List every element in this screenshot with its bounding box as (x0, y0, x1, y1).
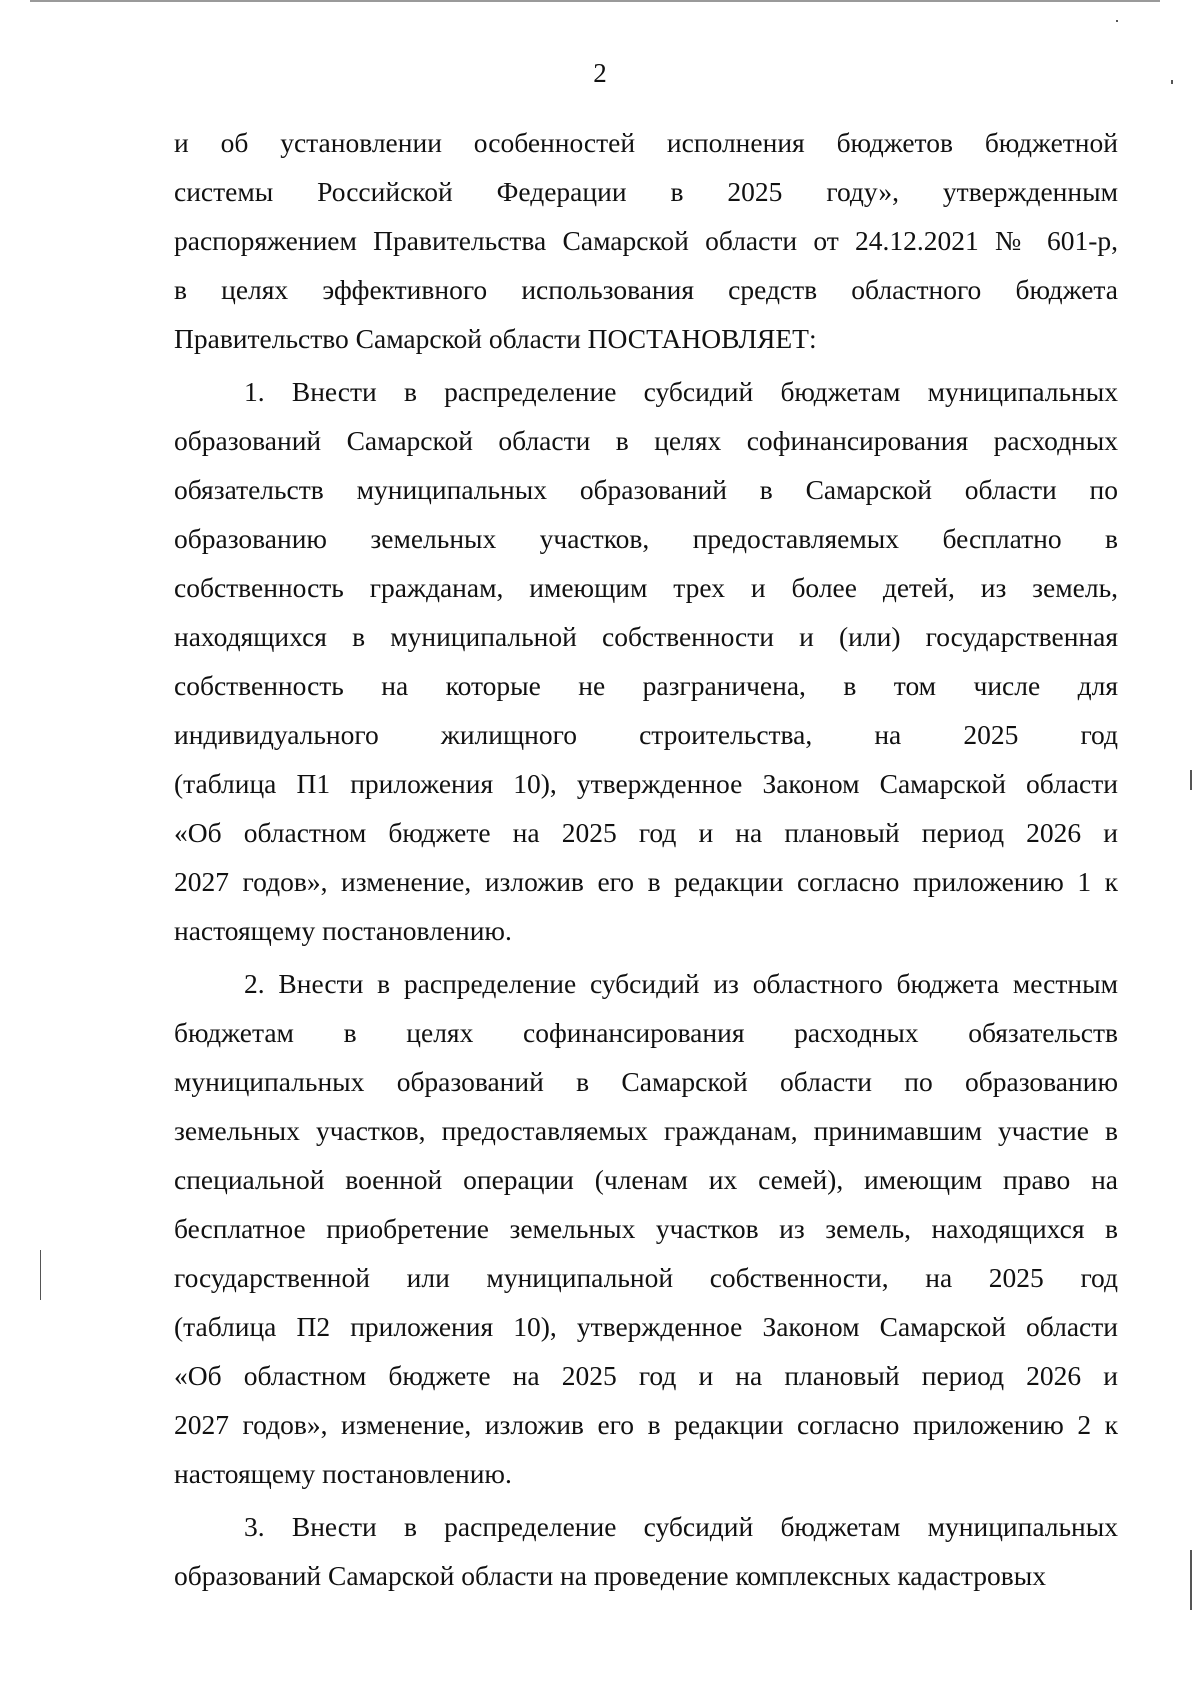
text-line: индивидуального жилищного строительства, на 2025 год (174, 719, 1118, 750)
text-line: (таблица П1 приложения 10), утвержденное Законом Самарской области (174, 768, 1118, 799)
text-line: образованию земельных участков, предоставляемых бесплатно в (174, 523, 1118, 554)
text-line: муниципальных образований в Самарской области по образованию (174, 1066, 1118, 1097)
text-line: настоящему постановлению. (174, 915, 512, 946)
scan-artifact (40, 1250, 41, 1300)
paragraph (174, 118, 1118, 363)
page-number: 2 (593, 58, 607, 88)
text-line: «Об областном бюджете на 2025 год и на плановый период 2026 и (174, 1360, 1118, 1391)
text-line: земельных участков, предоставляемых гражданам, принимавшим участие в (174, 1115, 1118, 1146)
document-body (174, 118, 1118, 1600)
text-line: образований Самарской области в целях софинансирования расходных (174, 425, 1118, 456)
scan-artifact (1116, 20, 1118, 22)
text-line: бюджетам в целях софинансирования расходных обязательств (174, 1017, 1118, 1048)
text-line: образований Самарской области на проведение комплексных кадастровых (174, 1560, 1046, 1591)
scan-artifact (1190, 770, 1192, 790)
text-line: «Об областном бюджете на 2025 год и на плановый период 2026 и (174, 817, 1118, 848)
text-line: Правительство Самарской области ПОСТАНОВЛЯЕТ: (174, 323, 817, 354)
text-line: 2. Внести в распределение субсидий из областного бюджета местным (244, 968, 1118, 999)
text-line: 3. Внести в распределение субсидий бюджетам муниципальных (244, 1511, 1118, 1542)
text-line: распоряжением Правительства Самарской области от 24.12.2021 № 601-р, (174, 225, 1118, 256)
text-line: находящихся в муниципальной собственности и (или) государственная (174, 621, 1118, 652)
text-line: 1. Внести в распределение субсидий бюджетам муниципальных (244, 376, 1118, 407)
text-line: (таблица П2 приложения 10), утвержденное Законом Самарской области (174, 1311, 1118, 1342)
text-line: системы Российской Федерации в 2025 году», утвержденным (174, 176, 1118, 207)
paragraph (174, 1502, 1118, 1600)
paragraph (174, 367, 1118, 955)
text-line: собственность на которые не разграничена, в том числе для (174, 670, 1118, 701)
text-line: бесплатное приобретение земельных участков из земель, находящихся в (174, 1213, 1118, 1244)
text-line: специальной военной операции (членам их семей), имеющим право на (174, 1164, 1118, 1195)
text-line: государственной или муниципальной собственности, на 2025 год (174, 1262, 1118, 1293)
text-line: настоящему постановлению. (174, 1458, 512, 1489)
text-line: 2027 годов», изменение, изложив его в редакции согласно приложению 1 к (174, 866, 1118, 897)
paragraph (174, 959, 1118, 1498)
scan-artifact (1171, 80, 1173, 84)
text-line: и об установлении особенностей исполнения бюджетов бюджетной (174, 127, 1118, 158)
text-line: собственность гражданам, имеющим трех и более детей, из земель, (174, 572, 1118, 603)
scan-top-edge (30, 0, 1160, 2)
text-line: 2027 годов», изменение, изложив его в редакции согласно приложению 2 к (174, 1409, 1118, 1440)
scan-artifact (1190, 1550, 1192, 1610)
text-line: обязательств муниципальных образований в Самарской области по (174, 474, 1118, 505)
text-line: в целях эффективного использования средств областного бюджета (174, 274, 1118, 305)
